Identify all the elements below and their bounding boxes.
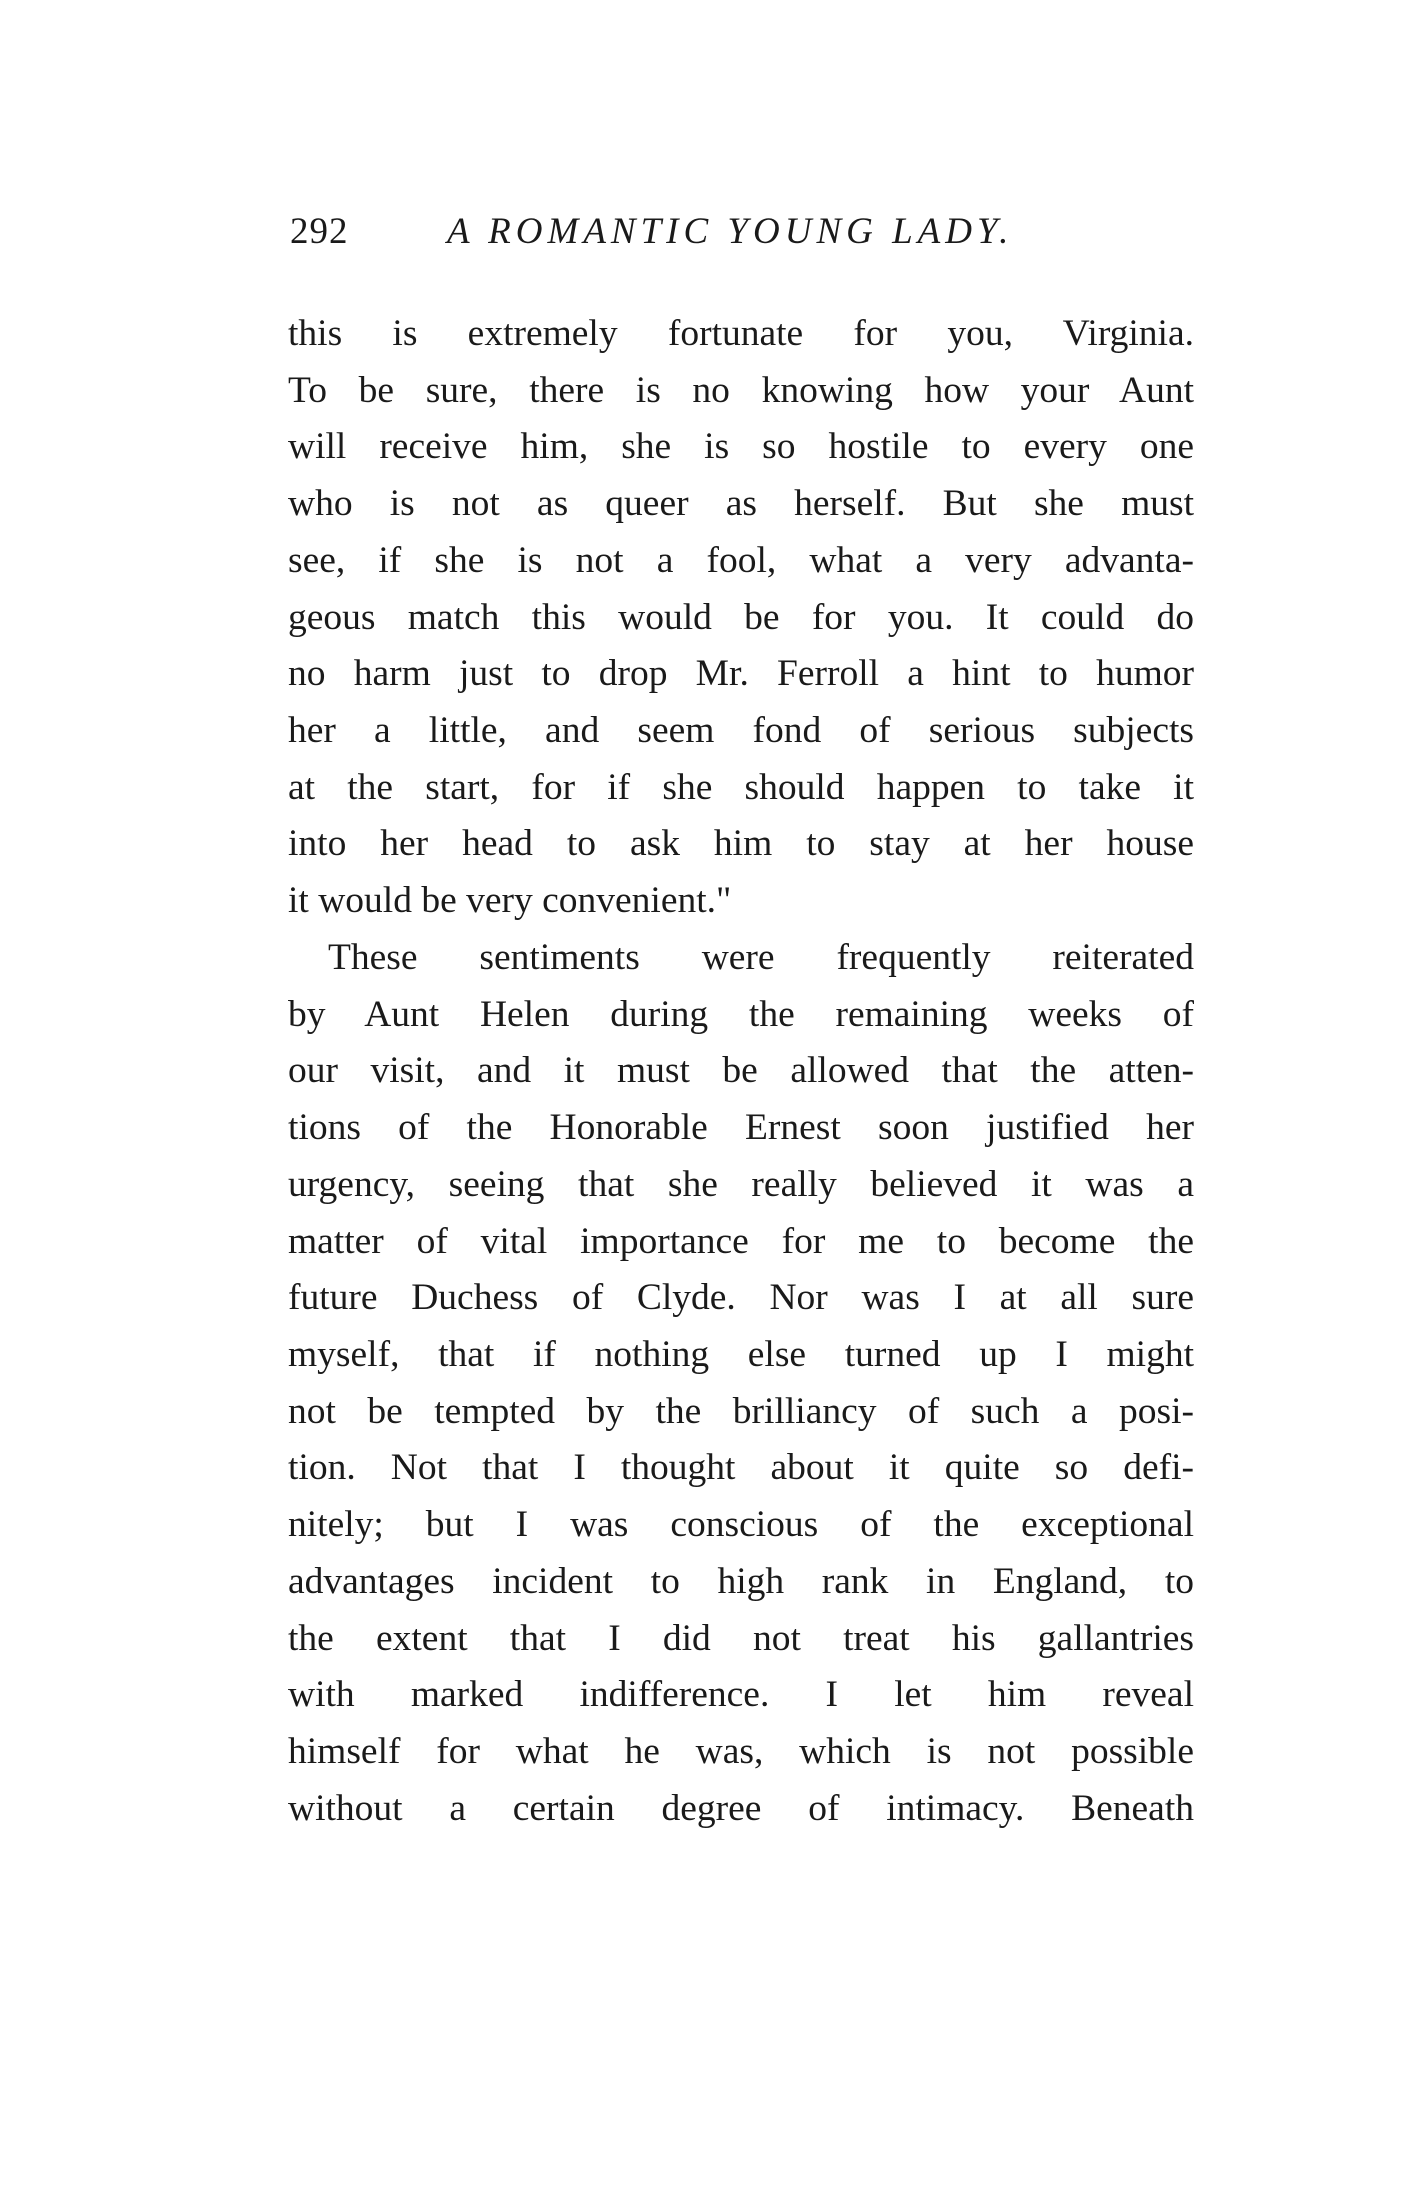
text-line: who is not as queer as herself. But she must [288,483,1194,525]
text-line: tion. Not that I thought about it quite so defi- [288,1447,1194,1489]
text-line: tions of the Honorable Ernest soon justified her [288,1107,1194,1149]
text-line: her a little, and seem fond of serious subjects [288,710,1194,752]
paragraph-start-line: These sentiments were frequently reiterated [328,936,1194,978]
text-line: urgency, seeing that she really believed it was a [288,1163,1194,1205]
text-line: with marked indifference. I let him reveal [288,1674,1194,1716]
text-line: the extent that I did not treat his gallantries [288,1617,1194,1659]
text-line: our visit, and it must be allowed that the atten- [288,1050,1194,1092]
text-line: at the start, for if she should happen to take it [288,766,1194,808]
text-line: not be tempted by the brilliancy of such a posi- [288,1390,1194,1432]
text-line: myself, that if nothing else turned up I might [288,1333,1194,1375]
paragraph-end-line: it would be very convenient." [288,880,732,922]
text-line: will receive him, she is so hostile to every one [288,426,1194,468]
text-line: himself for what he was, which is not possible [288,1730,1194,1772]
text-line: nitely; but I was conscious of the exceptional [288,1504,1194,1546]
body-text [288,306,1194,1837]
text-line: see, if she is not a fool, what a very advanta- [288,539,1194,581]
text-line: no harm just to drop Mr. Ferroll a hint to humor [288,653,1194,695]
text-line: To be sure, there is no knowing how your Aunt [288,369,1194,411]
text-line: matter of vital importance for me to become the [288,1220,1194,1262]
text-line: this is extremely fortunate for you, Virginia. [288,313,1194,354]
text-line: by Aunt Helen during the remaining weeks of [288,993,1194,1035]
text-line: geous match this would be for you. It could do [288,596,1194,638]
book-title: A ROMANTIC YOUNG LADY. [447,211,1014,252]
text-line: without a certain degree of intimacy. Beneath [288,1787,1194,1829]
page-number: 292 [290,211,349,252]
running-head [290,207,1190,257]
text-line: into her head to ask him to stay at her house [288,823,1194,865]
text-line: advantages incident to high rank in England, to [288,1560,1194,1602]
text-line: future Duchess of Clyde. Nor was I at all sure [288,1277,1194,1319]
